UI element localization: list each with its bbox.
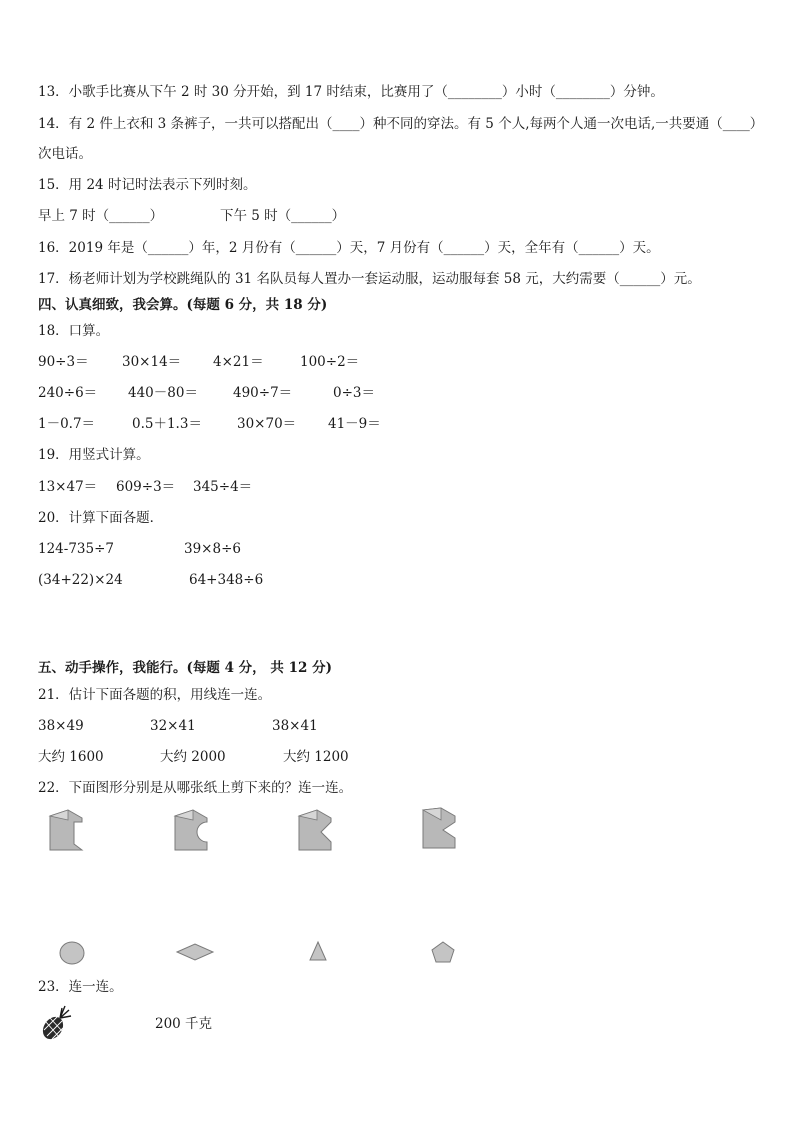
q19-c1: 13×47＝ (38, 479, 98, 495)
q22: 22．下面图形分别是从哪张纸上剪下来的？连一连。 (38, 780, 353, 796)
q15-afternoon: 下午 5 时（______） (220, 208, 346, 224)
q18-row3-c4: 41－9＝ (328, 416, 381, 432)
q20: 20．计算下面各题． (38, 510, 164, 526)
q18-row3-c2: 0.5＋1.3＝ (132, 416, 202, 432)
cut-paper-1 (48, 808, 84, 854)
cut-paper-4 (421, 806, 459, 854)
q20-b: 39×8÷6 (184, 541, 241, 557)
cut-paper-3 (297, 808, 335, 854)
pentagon-shape (430, 940, 456, 964)
q20-d: 64+348÷6 (189, 572, 264, 588)
q21-expr1: 38×49 (38, 718, 84, 734)
q16: 16．2019 年是（______）年，2 月份有（______）天，7 月份有（______）天，全年有（______）天。 (38, 240, 660, 256)
q14-line2: 次电话。 (38, 146, 92, 162)
q18-row2-c4: 0÷3＝ (333, 385, 375, 401)
circle-shape (58, 940, 86, 966)
q18-row1-c4: 100÷2＝ (300, 354, 360, 370)
q19-c2: 609÷3＝ (116, 479, 176, 495)
q18-row2-c3: 490÷7＝ (233, 385, 293, 401)
q18-row3-c3: 30×70＝ (237, 416, 297, 432)
q14-line1: 14．有 2 件上衣和 3 条裤子，一共可以搭配出（____）种不同的穿法。有 5 个人,每两个人通一次电话,一共要通（____） (38, 116, 764, 132)
pineapple-icon (38, 1004, 72, 1042)
rhombus-shape (175, 942, 215, 962)
q23: 23．连一连。 (38, 979, 123, 995)
q17: 17．杨老师计划为学校跳绳队的 31 名队员每人置办一套运动服，运动服每套 58 元，大约需要（______）元。 (38, 271, 701, 287)
q13: 13．小歌手比赛从下午 2 时 30 分开始，到 17 时结束，比赛用了（________）小时（________）分钟。 (38, 84, 664, 100)
q19: 19．用竖式计算。 (38, 447, 150, 463)
triangle-shape (308, 940, 328, 962)
q18-row1-c3: 4×21＝ (213, 354, 264, 370)
q21: 21．估计下面各题的积，用线连一连。 (38, 687, 272, 703)
q15: 15．用 24 时记时法表示下列时刻。 (38, 177, 257, 193)
q18-row2-c1: 240÷6＝ (38, 385, 98, 401)
q18: 18．口算。 (38, 323, 110, 339)
q15-morning: 早上 7 时（______） (38, 208, 164, 224)
q18-row1-c2: 30×14＝ (122, 354, 182, 370)
section5-title: 五、动手操作，我能行。(每题 4 分， 共 12 分) (38, 660, 332, 676)
q21-est3: 大约 1200 (283, 749, 349, 765)
q18-row2-c2: 440－80＝ (128, 385, 198, 401)
q18-row3-c1: 1－0.7＝ (38, 416, 96, 432)
q21-expr2: 32×41 (150, 718, 196, 734)
section4-title: 四、认真细致，我会算。(每题 6 分，共 18 分) (38, 297, 328, 313)
cut-paper-2 (173, 808, 211, 854)
q20-a: 124-735÷7 (38, 541, 114, 557)
q21-est2: 大约 2000 (160, 749, 226, 765)
q23-weight: 200 千克 (155, 1016, 213, 1032)
q21-est1: 大约 1600 (38, 749, 104, 765)
q18-row1-c1: 90÷3＝ (38, 354, 89, 370)
q20-c: (34+22)×24 (38, 572, 123, 588)
q19-c3: 345÷4＝ (193, 479, 253, 495)
q21-expr3: 38×41 (272, 718, 318, 734)
